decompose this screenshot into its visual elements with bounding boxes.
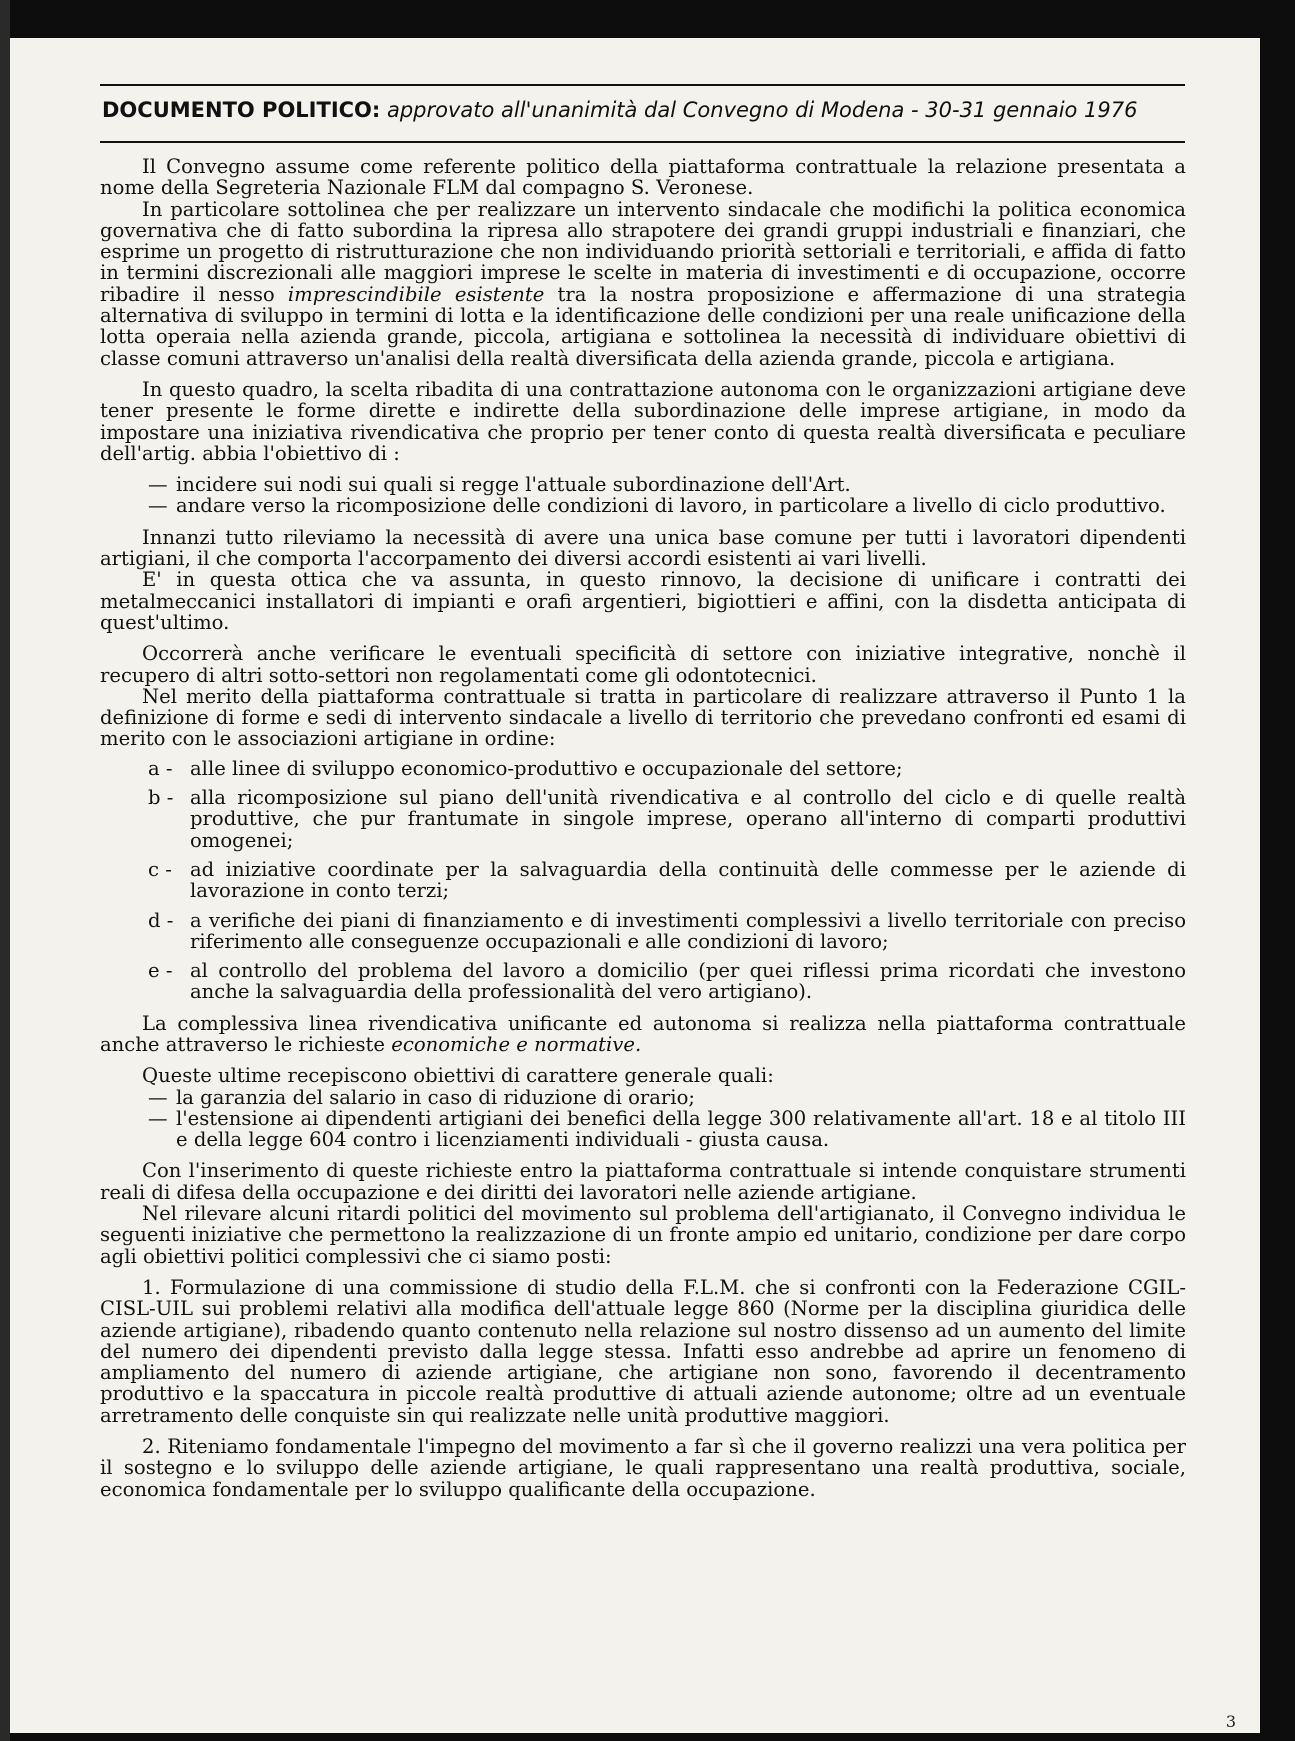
list-item-text: alla ricomposizione sul piano dell'unità rivendicativa e al controllo del ciclo e di quelle realtà produttive, che pur frantumate in singole imprese, operano all'interno di comparti produttivi omogenei; <box>190 786 1186 852</box>
list-marker-d: d - <box>148 908 174 932</box>
dash-item-text: incidere sui nodi sui quali si regge l'attuale subordinazione dell'Art. <box>176 473 851 497</box>
document-title: DOCUMENTO POLITICO: <box>102 98 381 122</box>
header-rule-top <box>100 84 1185 86</box>
list-marker-a: a - <box>148 756 173 780</box>
paragraph-8-emphasis: economiche e normative. <box>391 1032 642 1056</box>
paragraph-2 <box>100 199 1186 369</box>
list-item-d <box>100 910 1186 953</box>
document-header <box>102 98 1138 122</box>
document-page <box>10 38 1260 1733</box>
dash-marker: — <box>148 494 168 518</box>
dash-item-text: andare verso la ricomposizione delle condizioni di lavoro, in particolare a livello di ciclo produttivo. <box>176 494 1166 518</box>
paragraph-9: Queste ultime recepiscono obiettivi di carattere generale quali: <box>142 1064 774 1088</box>
list-item-text: al controllo del problema del lavoro a domicilio (per quei riflessi prima ricordati che investono anche la salvaguardia della professionalità del vero artigiano). <box>190 959 1186 1004</box>
list-item-b <box>100 787 1186 851</box>
list-item-text: a verifiche dei piani di finanziamento e di investimenti complessivi a livello territoriale con preciso riferimento alle conseguenze occupazionali e alle condizioni di lavoro; <box>190 908 1186 953</box>
dash-item-3 <box>100 1087 1186 1108</box>
dash-item-2 <box>100 495 1186 516</box>
list-item-e <box>100 960 1186 1003</box>
list-marker-c: c - <box>148 857 172 881</box>
paragraph-7: Nel merito della piattaforma contrattuale si tratta in particolare di realizzare attraverso il Punto 1 la definizione di forme e sedi di intervento sindacale a livello di territorio che prevedano confronti ed esami di merito con le associazioni artigiane in ordine: <box>100 684 1186 751</box>
list-item-text: alle linee di sviluppo economico-produttivo e occupazionale del settore; <box>190 756 903 780</box>
dash-item-1 <box>100 474 1186 495</box>
list-marker-b: b - <box>148 786 174 810</box>
list-item-text: ad iniziative coordinate per la salvaguardia della continuità delle commesse per le aziende di lavorazione in conto terzi; <box>190 857 1186 903</box>
list-item-a <box>100 758 1186 779</box>
dash-marker: — <box>148 473 168 497</box>
document-body <box>100 156 1186 1500</box>
list-item-c <box>100 859 1186 902</box>
paragraph-1: Il Convegno assume come referente politico della piattaforma contrattuale la relazione presentata a nome della Segreteria Nazionale FLM dal compagno S. Veronese. <box>100 155 1186 200</box>
header-rule-bottom <box>100 141 1185 143</box>
paragraph-8 <box>100 1013 1186 1056</box>
list-marker-e: e - <box>148 959 173 983</box>
paragraph-4: Innanzi tutto rileviamo la necessità di avere una unica base comune per tutti i lavoratori dipendenti artigiani, il che comporta l'accorpamento dei diversi accordi esistenti ai vari livelli. <box>100 525 1186 571</box>
dash-marker: — <box>148 1085 168 1109</box>
page-binding <box>0 0 10 1741</box>
paragraph-5: E' in questa ottica che va assunta, in questo rinnovo, la decisione di unificare i contratti dei metalmeccanici installatori di impianti e orafi argentieri, bigiottieri e affini, con la disdetta anticipata di quest'ultimo. <box>100 568 1186 634</box>
dash-item-text: l'estensione ai dipendenti artigiani dei benefici della legge 300 relativamente all'art. 18 e al titolo III e della legge 604 contro i licenziamenti individuali - giusta causa. <box>176 1106 1186 1152</box>
page-number: 3 <box>1225 1712 1236 1731</box>
paragraph-11: Nel rilevare alcuni ritardi politici del movimento sul problema dell'artigianato, il Convegno individua le seguenti iniziative che permettono la realizzazione di un fronte ampio ed unitario, condizione per dare corpo agli obiettivi politici complessivi che ci siamo posti: <box>100 1202 1186 1268</box>
dash-item-text: la garanzia del salario in caso di riduzione di orario; <box>176 1085 695 1109</box>
dash-marker: — <box>148 1106 168 1130</box>
paragraph-10: Con l'inserimento di queste richieste entro la piattaforma contrattuale si intende conquistare strumenti reali di difesa della occupazione e dei diritti dei lavoratori nelle aziende artigiane. <box>100 1159 1186 1204</box>
document-subtitle: approvato all'unanimità dal Convegno di Modena - 30-31 gennaio 1976 <box>386 98 1138 122</box>
numbered-item-2: 2. Riteniamo fondamentale l'impegno del movimento a far sì che il governo realizzi una vera politica per il sostegno e lo sviluppo delle aziende artigiane, le quali rappresentano una realtà produttiva, sociale, economica fondamentale per lo sviluppo qualificante della occupazione. <box>100 1435 1186 1501</box>
paragraph-8-text: La complessiva linea rivendicativa unificante ed autonoma si realizza nella piattaforma contrattuale anche attraverso le richieste <box>100 1011 1186 1056</box>
paragraph-2-text-a: In particolare sottolinea che per realizzare un intervento sindacale che modifichi la politica economica governativa che di fatto subordina la ripresa allo strapotere dei grandi gruppi industriali e finanziari, che esprime un progetto di ristrutturazione che non individuando priorità settoriali e territoriali, e affida di fatto in termini discrezionali alle maggiori imprese le scelte in materia di investimenti e di occupazione, occorre ribadire il nesso <box>100 197 1186 306</box>
numbered-item-1: 1. Formulazione di una commissione di studio della F.L.M. che si confronti con la Federazione CGIL-CISL-UIL sui problemi relativi alla modifica dell'attuale legge 860 (Norme per la disciplina giuridica delle aziende artigiane), ribadendo quanto contenuto nella relazione sul nostro dissenso ad un aumento del limite del numero dei dipendenti previsto dalla legge stessa. Infatti esso andrebbe ad aprire un fenomeno di ampliamento del numero di aziende artigiane, che artigiane non sono, favorendo il decentramento produttivo e la spaccatura in piccole realtà produttive di attuali aziende autonome; oltre ad un eventuale arretramento delle conquiste sin qui realizzate nelle unità produttive maggiori. <box>100 1275 1186 1427</box>
paragraph-2-text-b: tra la nostra proposizione e affermazione di una strategia alternativa di sviluppo in termini di lotta e la identificazione delle condizioni per una reale unificazione della lotta operaia nella azienda grande, piccola, artigiana e sottolinea la necessità di individuare obiettivi di classe comuni attraverso un'analisi della realtà diversificata della azienda grande, piccola e artigiana. <box>100 282 1186 370</box>
dash-item-4 <box>100 1108 1186 1151</box>
paragraph-6: Occorrerà anche verificare le eventuali specificità di settore con iniziative integrative, nonchè il recupero di altri sotto-settori non regolamentati come gli odontotecnici. <box>100 642 1186 687</box>
paragraph-2-emphasis: imprescindibile esistente <box>287 282 545 306</box>
paragraph-3: In questo quadro, la scelta ribadita di una contrattazione autonoma con le organizzazioni artigiane deve tener presente le forme dirette e indirette della subordinazione delle imprese artigiane, in modo da impostare una iniziativa rivendicativa che proprio per tener conto di questa realtà diversificata e peculiare dell'artig. abbia l'obiettivo di : <box>100 377 1186 465</box>
